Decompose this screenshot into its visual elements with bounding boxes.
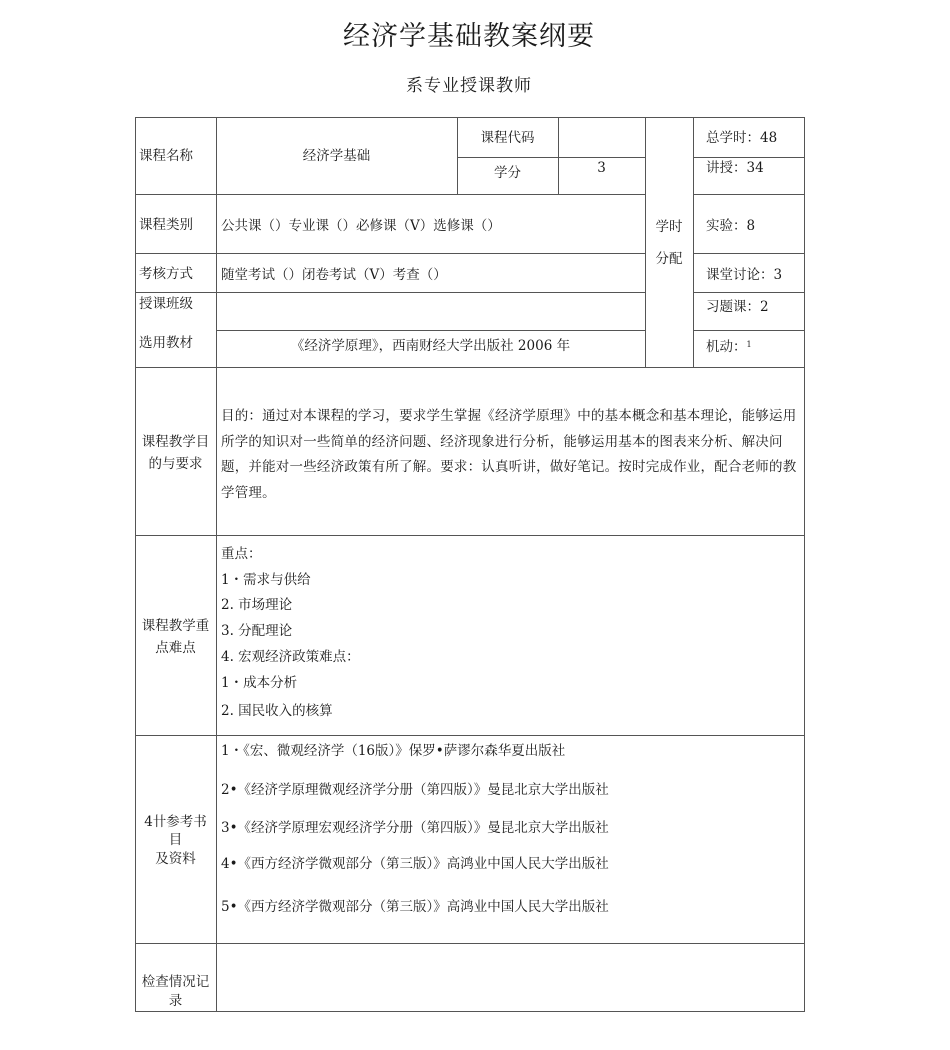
row-divider bbox=[135, 292, 645, 293]
discussion-hours: 课堂讨论：3 bbox=[706, 267, 783, 283]
row-divider bbox=[693, 330, 805, 331]
lab-hours: 实验：8 bbox=[706, 218, 756, 234]
total-hours: 总学时：48 bbox=[706, 130, 778, 146]
reference-line: 2•《经济学原理微观经济学分册（第四版）》曼昆北京大学出版社 bbox=[221, 782, 609, 798]
hours-label-1: 学时 bbox=[655, 219, 683, 235]
objectives-label-1: 课程教学目 bbox=[141, 434, 210, 450]
keypoint-line: 1・成本分析 bbox=[221, 675, 298, 691]
column-divider bbox=[645, 117, 646, 367]
flex-hours-value: 1 bbox=[746, 340, 752, 349]
row-divider bbox=[135, 735, 805, 736]
reference-line: 3•《经济学原理宏观经济学分册（第四版）》曼昆北京大学出版社 bbox=[221, 820, 609, 836]
row-divider bbox=[135, 194, 645, 195]
hours-label-2: 分配 bbox=[655, 251, 683, 267]
flex-hours bbox=[706, 337, 752, 357]
row-divider bbox=[135, 367, 805, 368]
course-type-label: 课程类别 bbox=[139, 217, 193, 233]
objectives-text: 目的：通过对本课程的学习，要求学生掌握《经济学原理》中的基本概念和基本理论，能够运用所学的知识对一些简单的经济问题、经济现象进行分析，能够运用基本的图表来分析、解决问题，并能对一些经济政策有所了解。要求：认真听讲，做好笔记。按时完成作业，配合老师的教学管理。 bbox=[221, 408, 797, 501]
refs-label-3: 及资料 bbox=[155, 851, 196, 867]
column-divider bbox=[693, 117, 694, 367]
keypoint-line: 4. 宏观经济政策难点： bbox=[221, 649, 360, 665]
table-border-right bbox=[804, 117, 805, 1012]
textbook-value: 《经济学原理》，西南财经大学出版社 2006 年 bbox=[290, 338, 571, 354]
row-divider bbox=[693, 194, 805, 195]
refs-label-2: 目 bbox=[168, 832, 183, 848]
keypoint-line: 3. 分配理论 bbox=[221, 623, 293, 639]
row-divider bbox=[693, 253, 805, 254]
keypoint-line: 1・需求与供给 bbox=[221, 572, 311, 588]
course-code-label: 课程代码 bbox=[480, 130, 535, 146]
row-divider bbox=[135, 253, 645, 254]
textbook-label: 选用教材 bbox=[139, 335, 193, 351]
check-label-2: 录 bbox=[168, 993, 183, 1009]
reference-line: 4•《西方经济学微观部分（第三版）》高鸿业中国人民大学出版社 bbox=[221, 856, 609, 872]
exam-label: 考核方式 bbox=[139, 266, 193, 282]
lecture-hours: 讲授：34 bbox=[706, 160, 764, 176]
refs-label-1: 4卄参考书 bbox=[144, 814, 207, 830]
keypoint-line: 重点： bbox=[221, 546, 262, 562]
keypoints-label-2: 点难点 bbox=[155, 640, 196, 656]
reference-line: 1・《宏、微观经济学（16版）》保罗•萨谬尔森华夏出版社 bbox=[221, 743, 566, 759]
table-border-left bbox=[135, 117, 136, 1012]
keypoint-line: 2. 市场理论 bbox=[221, 597, 293, 613]
row-divider bbox=[693, 292, 805, 293]
table-border-top bbox=[135, 117, 805, 118]
course-name-label: 课程名称 bbox=[139, 148, 193, 164]
objectives-label-2: 的与要求 bbox=[148, 456, 203, 472]
column-divider bbox=[216, 194, 217, 1012]
exam-value: 随堂考试（）闭卷考试（V）考查（） bbox=[221, 267, 447, 283]
credits-label: 学分 bbox=[494, 165, 521, 181]
column-divider bbox=[558, 117, 559, 194]
check-label-1: 检查情况记 bbox=[141, 974, 210, 990]
flex-hours-label: 机动： bbox=[706, 339, 747, 355]
exercise-hours: 习题课：2 bbox=[706, 299, 769, 315]
class-label: 授课班级 bbox=[139, 296, 193, 312]
reference-line: 5•《西方经济学微观部分（第三版）》高鸿业中国人民大学出版社 bbox=[221, 899, 609, 915]
row-divider bbox=[216, 330, 645, 331]
row-divider bbox=[135, 943, 805, 944]
keypoint-line: 2. 国民收入的核算 bbox=[221, 703, 333, 719]
keypoints-label-1: 课程教学重 bbox=[141, 618, 210, 634]
course-type-value: 公共课（）专业课（）必修课（V）选修课（） bbox=[221, 218, 501, 234]
credits-value: 3 bbox=[597, 160, 606, 176]
course-name-value: 经济学基础 bbox=[302, 148, 371, 164]
row-divider bbox=[135, 535, 805, 536]
page-subtitle: 系专业授课教师 bbox=[406, 76, 532, 96]
page-title: 经济学基础教案纲要 bbox=[343, 21, 595, 52]
table-border-bottom bbox=[135, 1011, 805, 1012]
